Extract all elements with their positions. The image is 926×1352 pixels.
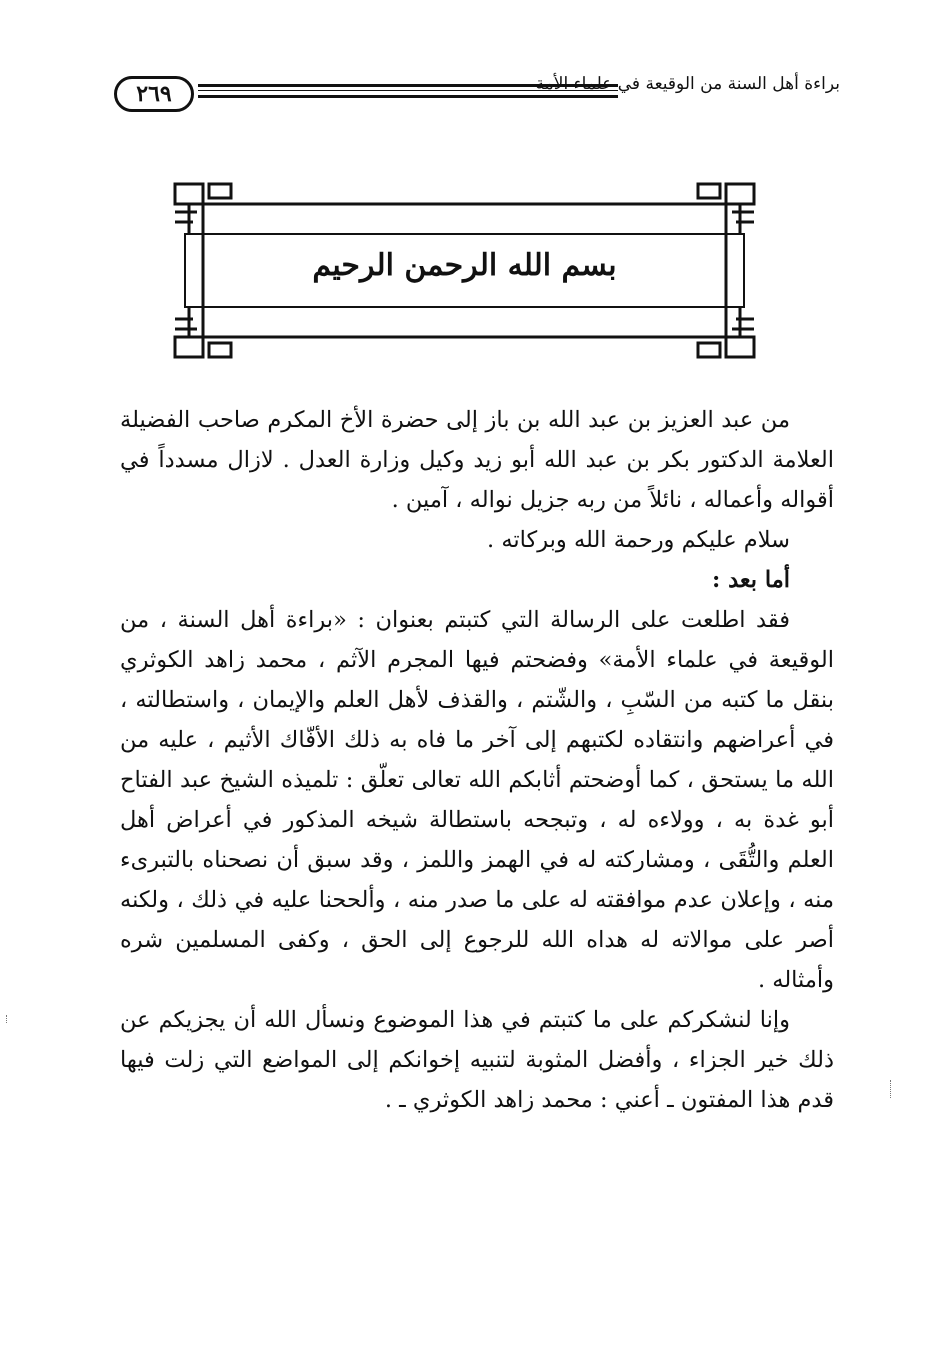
- basmala: بسم الله الرحمن الرحيم: [312, 248, 617, 283]
- paragraph-main: فقد اطلعت على الرسالة التي كتبتم بعنوان : «براءة أهل السنة ، من الوقيعة في علماء الأمة» وفضحتم فيها المجرم الآثم ، محمد زاهد الكوثري بنقل ما كتبه من السّبِ ، والشّتم ، والقذف لأهل العلم والإيمان ، واستطالته ، في أعراضهم وانتقاده لكتبهم إلى آخر ما فاه به ذلك الأفّاك الأثيم ، عليه من الله ما يستحق ، كما أوضحتم أثابكم الله تعالى تعلّق : تلميذه الشيخ عبد الفتاح أبو غدة به ، وولاءه له ، وتبجحه باستطالة شيخه المذكور في أعراض أهل العلم والتُّقَى ، ومشاركته له في الهمز واللمز ، وقد سبق أن نصحناه بالتبرىء منه ، وإعلان عدم موافقته له على ما صدر منه ، وألححنا عليه في ذلك ، ولكنه أصر على موالاته له هداه الله للرجوع إلى الحق ، وكفى المسلمين شره وأمثاله .: [120, 607, 834, 993]
- scan-margin-mark: [890, 1080, 893, 1098]
- letter-body: [120, 400, 834, 1120]
- scan-margin-mark: [6, 1015, 9, 1023]
- header-rule: [198, 95, 618, 98]
- running-title: براءة أهل السنة من الوقيعة في علماء الأمة: [535, 74, 840, 94]
- paragraph-salam: سلام عليكم ورحمة الله وبركاته .: [487, 527, 790, 553]
- paragraph-thanks: وإنا لنشكركم على ما كتبتم في هذا الموضوع ونسأل الله أن يجزيكم عن ذلك خير الجزاء ، وأفضل المثوبة لتنبيه إخوانكم إلى المواضع التي زلت فيها قدم هذا المفتون ـ أعني : محمد زاهد الكوثري ـ .: [120, 1007, 834, 1113]
- paragraph-greeting-address: من عبد العزيز بن عبد الله بن باز إلى حضرة الأخ المكرم صاحب الفضيلة العلامة الدكتور بكر بن عبد الله أبو زيد وكيل وزارة العدل . لازال مسدداً في أقواله وأعماله ، نائلاً من ربه جزيل نواله ، آمين .: [120, 407, 834, 513]
- paragraph-amma-baad: أما بعد :: [711, 567, 790, 593]
- page-number: ٢٦٩: [114, 76, 194, 112]
- page-header: [100, 70, 840, 118]
- basmala-frame: [173, 182, 756, 359]
